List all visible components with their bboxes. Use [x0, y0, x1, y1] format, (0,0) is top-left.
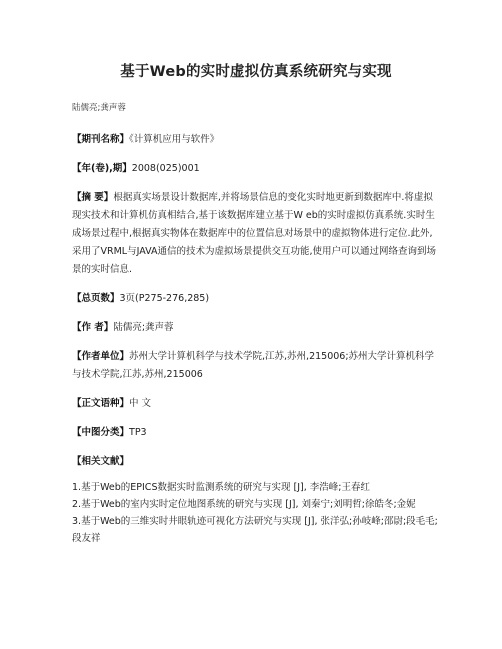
- field-affiliation: [72, 348, 440, 384]
- field-label: 【作 者】: [72, 322, 114, 333]
- reference-item[interactable]: 1.基于Web的EPICS数据实时监测系统的研究与实现 [J], 李浩峰;王春红: [72, 482, 370, 493]
- field-language: [72, 395, 440, 413]
- field-classification: [72, 424, 440, 442]
- document-title: 基于Web的实时虚拟仿真系统研究与实现: [120, 64, 392, 80]
- related-literature-heading: 【相关文献】: [72, 456, 130, 467]
- reference-item[interactable]: 3.基于Web的三维实时井眼轨迹可视化方法研究与实现 [J], 张洋弘;孙岐峰;邵尉;段毛毛;段友祥: [72, 516, 438, 544]
- field-value: 陆儒亮;龚声蓉: [113, 322, 174, 333]
- field-value: 根据真实场景设计数据库,并将场景信息的变化实时地更新到数据库中.将虚拟现实技术和计算机仿真相结合,基于该数据库建立基于W eb的实时虚拟仿真系统.实时生成场景过程中,根据真实物体在数据库中的位置信息对场景中的虚拟物体进行定位.此外,采用了VRML与JAVA通信的技术为虚拟场景提供交互功能,使用户可以通过网络查询到场景的实时信息.: [72, 192, 437, 275]
- field-value: 3页(P275-276,285): [119, 293, 210, 304]
- field-label: 【年(卷),期】: [72, 163, 132, 174]
- field-value: 中 文: [129, 398, 152, 409]
- reference-item[interactable]: 2.基于Web的室内实时定位地图系统的研究与实现 [J], 刘秦宁;刘明哲;徐皓冬;金妮: [72, 499, 416, 510]
- reference-list: [72, 479, 440, 547]
- field-label: 【作者单位】: [72, 351, 130, 362]
- field-label: 【摘 要】: [72, 192, 114, 203]
- field-abstract: [72, 189, 440, 279]
- field-label: 【期刊名称】: [72, 134, 130, 145]
- field-page-count: [72, 290, 440, 308]
- field-year-volume-issue: [72, 160, 440, 178]
- field-label: 【正文语种】: [72, 398, 130, 409]
- field-label: 【中图分类】: [72, 427, 130, 438]
- field-value: TP3: [129, 427, 147, 438]
- field-authors: [72, 319, 440, 337]
- field-value: 2008(025)001: [131, 163, 200, 174]
- field-label: 【总页数】: [72, 293, 120, 304]
- field-journal-name: [72, 131, 440, 149]
- field-value: 苏州大学计算机科学与技术学院,江苏,苏州,215006;苏州大学计算机科学与技术学院,江苏,苏州,215006: [72, 351, 435, 380]
- field-value: 《计算机应用与软件》: [129, 134, 220, 145]
- author-line: 陆儒亮;龚声蓉: [72, 103, 126, 113]
